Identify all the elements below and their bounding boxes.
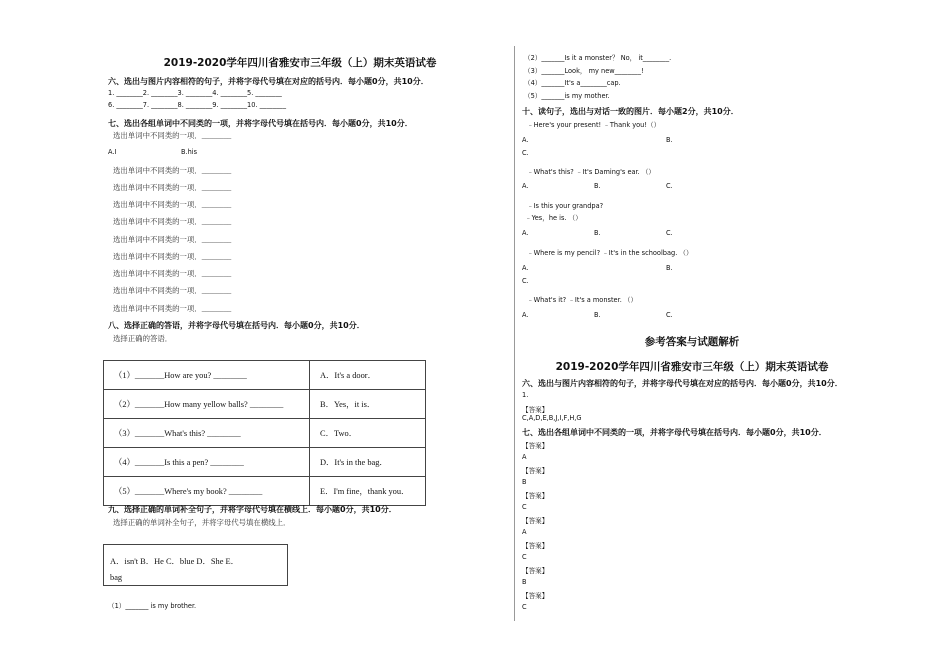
section-9-question-5: （5）_______is my mother. — [524, 92, 610, 100]
word-bank-line2: bag — [110, 573, 123, 582]
answer-value: B — [522, 578, 527, 586]
question-cell: （2）_______How many yellow balls? ________ — [104, 390, 310, 419]
answers-section-6-number: 1. — [522, 391, 529, 399]
section-7-question: 选出单词中不同类的一项．________ — [113, 269, 232, 278]
answer-value: A — [522, 453, 527, 461]
section-7-question: 选出单词中不同类的一项．________ — [113, 235, 232, 244]
choice-c: C. — [666, 182, 673, 190]
answer-cell: E．I'm fine，thank you． — [310, 477, 426, 506]
answer-label: 【答案】 — [522, 467, 549, 475]
section-9-question-1: （1）_______ is my brother. — [108, 602, 197, 610]
answer-label: 【答案】 — [522, 492, 549, 500]
answer-cell: C．Two． — [310, 419, 426, 448]
section-9-question-2: （2）_______Is it a monster？ No， it________. — [524, 54, 672, 62]
table-row — [104, 448, 426, 477]
section-6-blanks-row2: 6. ________7. ________8. ________9. ________10. ________ — [108, 101, 287, 109]
word-bank-line1: A．isn't B．He C．blue D．She E． — [110, 557, 239, 566]
section-7-option-b: B.his — [181, 148, 198, 156]
choice-b: B. — [666, 136, 673, 144]
section-7-question: 选出单词中不同类的一项．________ — [113, 304, 232, 313]
section-8-heading: 八、选择正确的答语，并将字母代号填在括号内．每小题0分，共10分． — [108, 321, 365, 330]
section-7-question: 选出单词中不同类的一项．________ — [113, 252, 232, 261]
section-10-item-3-dialog-line1: ﹣Is this your grandpa? — [527, 202, 604, 210]
section-7-prompt: 选出单词中不同类的一项．________ — [113, 131, 232, 140]
answer-label: 【答案】 — [522, 592, 549, 600]
answer-cell: D．It's in the bag． — [310, 448, 426, 477]
word-bank-box — [103, 544, 288, 586]
question-cell: （5）_______Where's my book? ________ — [104, 477, 310, 506]
choice-c: C. — [522, 277, 529, 285]
answer-label: 【答案】 — [522, 442, 549, 450]
column-divider — [514, 46, 515, 621]
question-cell: （1）_______How are you? ________ — [104, 361, 310, 390]
question-cell: （4）_______Is this a pen? ________ — [104, 448, 310, 477]
answer-value: C — [522, 503, 527, 511]
choice-a: A. — [522, 311, 529, 319]
table-row — [104, 390, 426, 419]
answers-section-7-heading: 七、选出各组单词中不同类的一项，并将字母代号填在括号内．每小题0分，共10分． — [522, 428, 827, 437]
section-10-item-1-dialog: ﹣Here's your present! ﹣Thank you!（） — [527, 121, 661, 129]
answer-value: C — [522, 553, 527, 561]
table-row — [104, 419, 426, 448]
answer-value: A — [522, 528, 527, 536]
section-10-heading: 十、读句子，选出与对话一致的图片．每小题2分，共10分． — [522, 107, 739, 116]
section-9-prompt: 选择正确的单词补全句子，并将字母代号填在横线上． — [113, 518, 291, 527]
section-7-option-a: A.I — [108, 148, 117, 156]
answers-section-6-value: C,A,D,E,B,J,I,F,H,G — [522, 414, 582, 422]
section-10-item-5-dialog: ﹣What's it? ﹣It's a monster. （） — [527, 296, 638, 304]
choice-b: B. — [666, 264, 673, 272]
choice-c: C. — [522, 149, 529, 157]
choice-b: B. — [594, 229, 601, 237]
section-7-question: 选出单词中不同类的一项．________ — [113, 183, 232, 192]
section-9-heading: 九、选择正确的单词补全句子，并将字母代号填在横线上．每小题0分，共10分． — [108, 505, 397, 514]
section-8-matching-table — [103, 360, 426, 506]
section-7-heading: 七、选出各组单词中不同类的一项，并将字母代号填在括号内．每小题0分，共10分． — [108, 119, 413, 128]
answer-label: 【答案】 — [522, 517, 549, 525]
section-10-item-4-dialog: ﹣Where is my pencil? ﹣It's in the schoolbag. （） — [527, 249, 693, 257]
answers-subtitle: 2019-2020学年四川省雅安市三年级（上）期末英语试卷 — [555, 361, 829, 373]
section-7-question: 选出单词中不同类的一项．________ — [113, 200, 232, 209]
answer-label: 【答案】 — [522, 542, 549, 550]
answer-cell: B．Yes，it is． — [310, 390, 426, 419]
section-6-blanks-row1: 1. ________2. ________3. ________4. ________5. ________ — [108, 89, 282, 97]
table-row — [104, 477, 426, 506]
answers-title: 参考答案与试题解析 — [644, 336, 740, 348]
answer-value: C — [522, 603, 527, 611]
section-10-item-3-dialog-line2: ﹣Yes，he is. （） — [525, 214, 582, 222]
section-7-question: 选出单词中不同类的一项．________ — [113, 166, 232, 175]
choice-a: A. — [522, 136, 529, 144]
choice-a: A. — [522, 182, 529, 190]
section-9-question-3: （3）_______Look， my new________! — [524, 67, 644, 75]
choice-a: A. — [522, 264, 529, 272]
section-9-question-4: （4）_______It's a________cap. — [524, 79, 621, 87]
section-7-question: 选出单词中不同类的一项．________ — [113, 217, 232, 226]
section-10-item-2-dialog: ﹣What's this? ﹣It's Daming's ear. （） — [527, 168, 656, 176]
section-6-heading: 六、选出与图片内容相符的句子，并将字母代号填在对应的括号内．每小题0分，共10分． — [108, 77, 429, 86]
section-7-question: 选出单词中不同类的一项．________ — [113, 286, 232, 295]
answer-value: B — [522, 478, 527, 486]
answer-label: 【答案】 — [522, 406, 549, 414]
choice-b: B. — [594, 182, 601, 190]
table-row — [104, 361, 426, 390]
choice-c: C. — [666, 229, 673, 237]
exam-title: 2019-2020学年四川省雅安市三年级（上）期末英语试卷 — [163, 57, 437, 69]
choice-a: A. — [522, 229, 529, 237]
question-cell: （3）_______What's this? ________ — [104, 419, 310, 448]
section-8-prompt: 选择正确的答语． — [113, 334, 173, 343]
choice-b: B. — [594, 311, 601, 319]
answer-cell: A．It's a door． — [310, 361, 426, 390]
answer-label: 【答案】 — [522, 567, 549, 575]
choice-c: C. — [666, 311, 673, 319]
answers-section-6-heading: 六、选出与图片内容相符的句子，并将字母代号填在对应的括号内．每小题0分，共10分． — [522, 379, 843, 388]
